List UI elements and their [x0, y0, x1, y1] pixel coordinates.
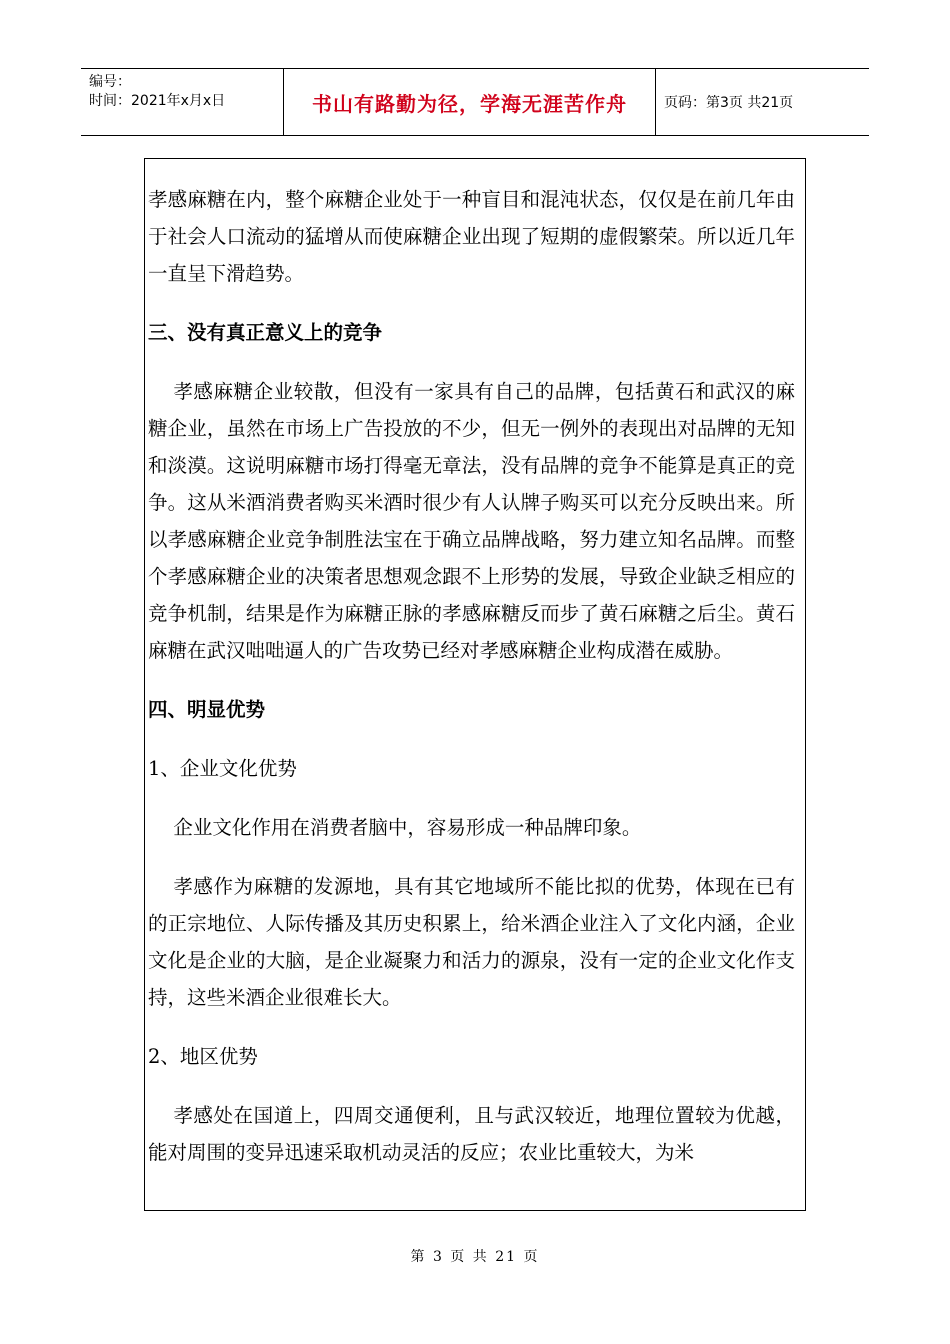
page-header [81, 68, 869, 136]
time-label: 时间：2021年x月x日 [89, 93, 226, 109]
section-heading: 四、明显优势 [148, 698, 266, 721]
section-heading: 三、没有真正意义上的竞争 [148, 321, 383, 344]
paragraph: 孝感麻糖在内，整个麻糖企业处于一种盲目和混沌状态，仅仅是在前几年由于社会人口流动的猛增从而使麻糖企业出现了短期的虚假繁荣。所以近几年一直呈下滑趋势。 [148, 188, 795, 285]
header-motto: 书山有路勤为径，学海无涯苦作舟 [284, 69, 656, 135]
header-page-info: 页码：第3页 共21页 [664, 95, 794, 111]
number-label: 编号： [89, 74, 131, 90]
paragraph: 孝感作为麻糖的发源地，具有其它地域所不能比拟的优势，体现在已有的正宗地位、人际传播及其历史积累上，给米酒企业注入了文化内涵，企业文化是企业的大脑，是企业凝聚力和活力的源泉，没有一定的企业文化作支持，这些米酒企业很难长大。 [148, 875, 795, 1009]
content-box [144, 158, 806, 1211]
paragraph: 孝感处在国道上，四周交通便利，且与武汉较近，地理位置较为优越，能对周围的变异迅速采取机动灵活的反应；农业比重较大，为米 [148, 1104, 795, 1164]
page-footer: 第 3 页 共 21 页 [410, 1249, 540, 1265]
subsection-heading: 2、地区优势 [148, 1045, 258, 1068]
header-meta [81, 69, 284, 135]
paragraph: 企业文化作用在消费者脑中，容易形成一种品牌印象。 [173, 816, 642, 839]
paragraph: 孝感麻糖企业较散，但没有一家具有自己的品牌，包括黄石和武汉的麻糖企业，虽然在市场上广告投放的不少，但无一例外的表现出对品牌的无知和淡漠。这说明麻糖市场打得毫无章法，没有品牌的竞争不能算是真正的竞争。这从米酒消费者购买米酒时很少有人认牌子购买可以充分反映出来。所以孝感麻糖企业竞争制胜法宝在于确立品牌战略，努力建立知名品牌。而整个孝感麻糖企业的决策者思想观念跟不上形势的发展，导致企业缺乏相应的竞争机制，结果是作为麻糖正脉的孝感麻糖反而步了黄石麻糖之后尘。黄石麻糖在武汉咄咄逼人的广告攻势已经对孝感麻糖企业构成潜在威胁。 [148, 380, 795, 662]
subsection-heading: 1、企业文化优势 [148, 757, 297, 780]
